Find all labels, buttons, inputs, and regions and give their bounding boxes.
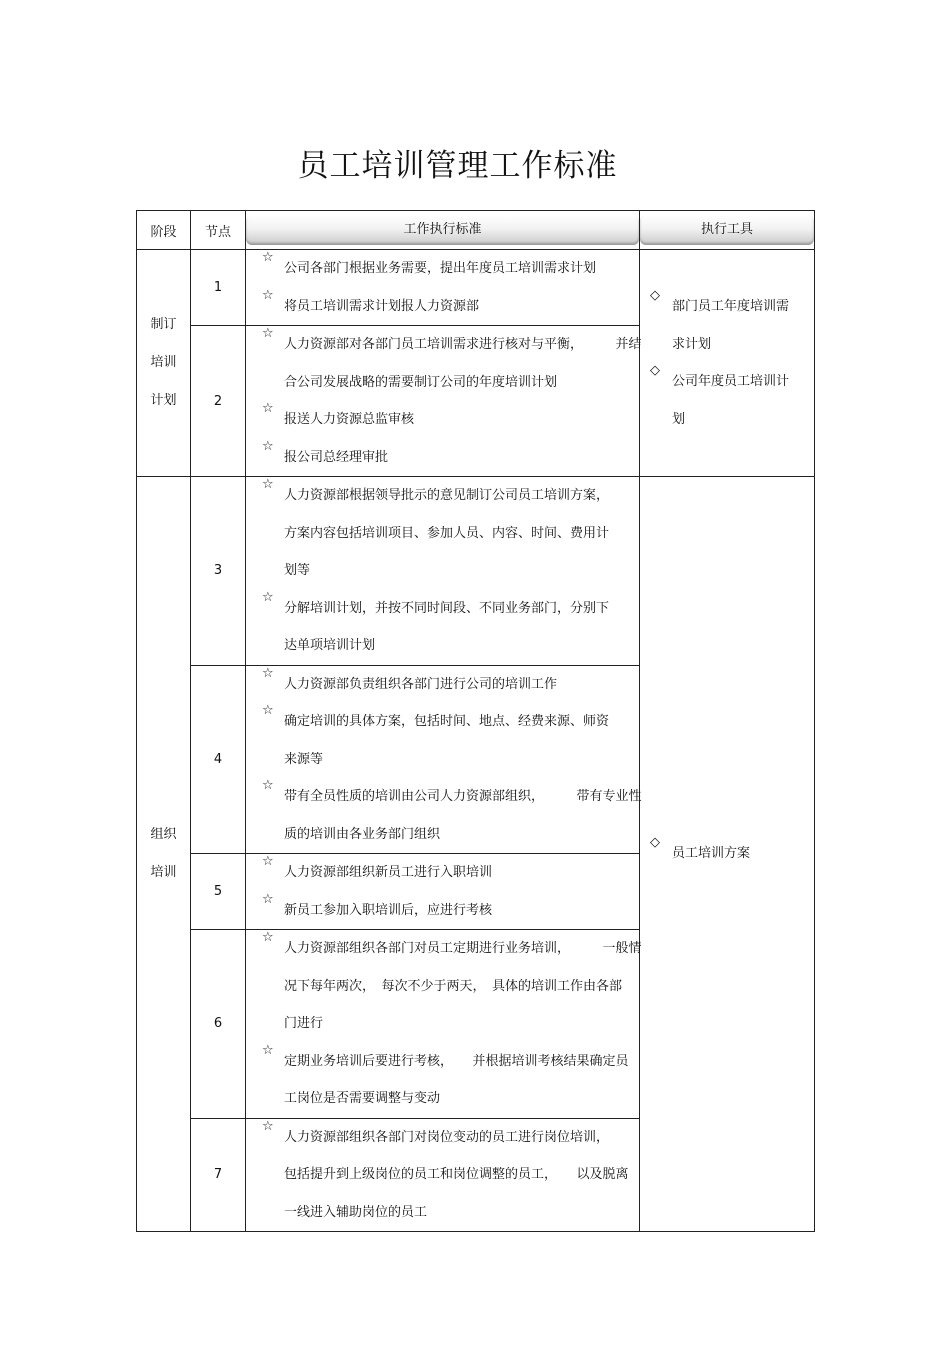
table-row (137, 250, 815, 326)
star-icon: ☆ (262, 778, 274, 793)
diamond-icon: ◇ (650, 835, 660, 851)
table-row (137, 477, 815, 666)
stage-cell (137, 250, 191, 477)
standard-cell (246, 250, 640, 326)
standard-item-line: 确定培训的具体方案，包括时间、地点、经费来源、师资 (284, 714, 610, 729)
tool-item-line: 部门员工年度培训需 (672, 299, 790, 314)
table-header-row (137, 211, 815, 250)
standard-item-line: 将员工培训需求计划报人力资源部 (284, 298, 480, 314)
star-icon: ☆ (262, 891, 274, 907)
tool-item-line: 划 (672, 411, 686, 427)
standard-cell (246, 854, 640, 930)
node-number: 4 (191, 665, 246, 854)
standard-item-line: 公司各部门根据业务需要，提出年度员工培训需求计划 (284, 261, 597, 276)
tool-item (650, 835, 814, 873)
star-icon: ☆ (262, 287, 274, 303)
star-icon: ☆ (262, 438, 274, 454)
diamond-icon: ◇ (650, 363, 660, 378)
star-icon: ☆ (262, 589, 274, 605)
standard-item-line: 工岗位是否需要调整与变动 (284, 1091, 441, 1106)
standard-item-line: 人力资源部根据领导批示的意见制订公司员工培训方案， (284, 488, 610, 503)
node-number: 1 (191, 250, 246, 326)
standard-item-line: 包括提升到上级岗位的员工和岗位调整的员工， 以及脱离 (284, 1167, 629, 1182)
standard-item (254, 250, 631, 288)
standard-item-line: 人力资源部对各部门员工培训需求进行核对与平衡， 并结 (284, 337, 642, 352)
diamond-icon: ◇ (650, 288, 660, 303)
header-tool: 执行工具 (640, 215, 814, 245)
star-icon: ☆ (262, 250, 274, 265)
work-standard-table (136, 210, 815, 1232)
standard-item-line: 合公司发展战略的需要制订公司的年度培训计划 (284, 374, 558, 390)
header-node: 节点 (191, 211, 246, 250)
page-title: 员工培训管理工作标准 (297, 148, 618, 184)
tool-item (650, 288, 814, 363)
header-stage: 阶段 (137, 211, 191, 250)
standard-item-line: 况下每年两次， 每次不少于两天， 具体的培训工作由各部 (284, 978, 623, 994)
standard-item-line: 人力资源部负责组织各部门进行公司的培训工作 (284, 676, 558, 692)
standard-item-line: 报公司总经理审批 (284, 449, 389, 465)
standard-item-line: 来源等 (284, 751, 324, 767)
star-icon: ☆ (262, 665, 274, 681)
standard-item-line: 质的培训由各业务部门组织 (284, 826, 441, 842)
stage-name-line: 计划 (150, 393, 177, 408)
stage-name-line: 培训 (150, 865, 177, 880)
standard-cell (246, 665, 640, 854)
standard-cell (246, 326, 640, 477)
standard-item (254, 288, 631, 326)
stage-name-line: 培训 (150, 355, 177, 370)
standard-item (254, 326, 642, 401)
standard-item-line: 新员工参加入职培训后，应进行考核 (284, 902, 493, 918)
node-number: 6 (191, 930, 246, 1119)
star-icon: ☆ (262, 854, 274, 869)
stage-cell (137, 477, 191, 1232)
star-icon: ☆ (262, 477, 274, 492)
standard-item (254, 1119, 631, 1232)
standard-item-line: 门进行 (284, 1016, 324, 1031)
standard-item-line: 定期业务培训后要进行考核， 并根据培训考核结果确定员 (284, 1053, 629, 1069)
standard-item-line: 达单项培训计划 (284, 638, 376, 653)
standard-item-line: 人力资源部组织新员工进行入职培训 (284, 865, 493, 880)
star-icon: ☆ (262, 703, 274, 718)
tool-item-line: 员工培训方案 (672, 846, 751, 862)
standard-cell (246, 477, 640, 666)
tool-item-line: 公司年度员工培训计 (672, 374, 790, 389)
stage-name (137, 816, 190, 892)
standard-item (254, 930, 642, 1043)
standard-item (254, 401, 631, 439)
star-icon: ☆ (262, 401, 274, 416)
standard-cell (246, 930, 640, 1119)
standard-item (254, 892, 631, 930)
node-number: 2 (191, 326, 246, 477)
node-number: 7 (191, 1118, 246, 1232)
star-icon: ☆ (262, 930, 274, 945)
standard-item (254, 854, 631, 892)
standard-item (254, 666, 631, 704)
tool-cell (640, 477, 815, 1232)
standard-item (254, 477, 631, 590)
standard-item-line: 一线进入辅助岗位的员工 (284, 1204, 428, 1220)
table-body (137, 250, 815, 1232)
star-icon: ☆ (262, 1042, 274, 1058)
tool-cell (640, 250, 815, 477)
standard-item-line: 方案内容包括培训项目、参加人员、内容、时间、费用计 (284, 525, 610, 541)
star-icon: ☆ (262, 1118, 274, 1134)
header-standard: 工作执行标准 (246, 215, 639, 245)
tool-item (650, 363, 814, 438)
standard-item-line: 人力资源部组织各部门对岗位变动的员工进行岗位培训， (284, 1129, 610, 1145)
standard-item-line: 人力资源部组织各部门对员工定期进行业务培训， 一般情 (284, 941, 642, 956)
standard-item-line: 带有全员性质的培训由公司人力资源部组织， 带有专业性 (284, 789, 642, 804)
standard-item-line: 划等 (284, 563, 311, 578)
stage-name (137, 306, 190, 420)
stage-name-line: 组织 (150, 827, 177, 842)
standard-item (254, 590, 631, 665)
standard-item (254, 439, 631, 477)
standard-item (254, 778, 642, 853)
standard-item (254, 703, 631, 778)
node-number: 3 (191, 477, 246, 666)
star-icon: ☆ (262, 326, 274, 341)
standard-cell (246, 1118, 640, 1232)
standard-item (254, 1043, 631, 1118)
tool-item-line: 求计划 (672, 336, 712, 352)
standard-item-line: 分解培训计划，并按不同时间段、不同业务部门，分别下 (284, 600, 610, 616)
standard-item-line: 报送人力资源总监审核 (284, 412, 415, 427)
stage-name-line: 制订 (150, 317, 177, 332)
node-number: 5 (191, 854, 246, 930)
